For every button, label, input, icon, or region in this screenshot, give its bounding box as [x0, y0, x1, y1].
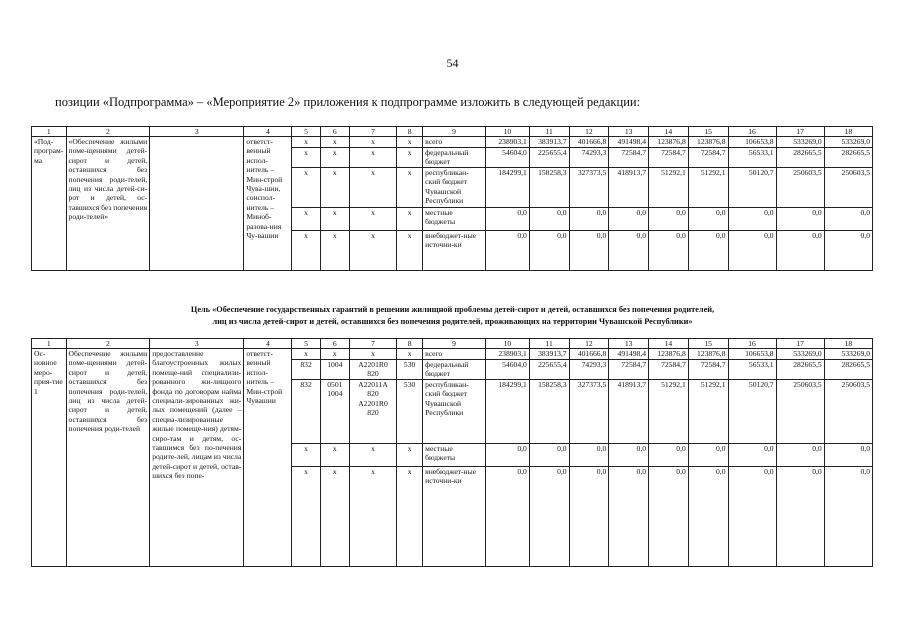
amount-cell: 74293,3: [569, 360, 609, 380]
intro-text: позиции «Подпрограмма» – «Мероприятие 2» приложения к подпрограмме изложить в следующей редакции:: [55, 95, 641, 109]
column-number-15: 15: [688, 339, 728, 349]
amount-cell: 491498,4: [609, 349, 649, 360]
program-table: [31, 126, 873, 292]
amount-cell: 158258,3: [529, 380, 569, 444]
section-code-cell: x: [320, 208, 349, 231]
column-number-3: 3: [150, 339, 244, 349]
amount-cell: 238903,1: [485, 137, 529, 148]
column-number-4: 4: [244, 339, 292, 349]
amount-cell: 51292,1: [688, 380, 728, 444]
column-number-12: 12: [569, 339, 609, 349]
funding-source-cell: внебюджет-ные источни-ки: [423, 467, 486, 567]
amount-cell: 0,0: [569, 231, 609, 271]
responsible-cell: ответст-венный испол-нитель – Мин-строй Чувашии: [244, 349, 292, 567]
amount-cell: 0,0: [776, 444, 824, 467]
column-number-7: 7: [349, 127, 396, 137]
status-cell: Ос-новное меро-прия-тие 1: [32, 349, 67, 567]
amount-cell: 0,0: [649, 231, 689, 271]
section-code-cell: 0501 1004: [320, 380, 349, 444]
goal-heading: [30, 304, 875, 328]
target-item-cell: x: [349, 148, 396, 168]
table-row: [32, 349, 873, 360]
expense-type-cell: x: [397, 148, 423, 168]
column-number-9: 9: [423, 127, 486, 137]
funding-source-cell: местные бюджеты: [423, 444, 486, 467]
amount-cell: 250603,5: [824, 380, 872, 444]
column-number-8: 8: [397, 127, 423, 137]
status-cell: «Под-програм-ма: [32, 137, 67, 271]
measure-table: [31, 338, 873, 580]
amount-cell: 0,0: [529, 444, 569, 467]
expense-type-cell: x: [397, 231, 423, 271]
expense-type-cell: x: [397, 168, 423, 208]
amount-cell: 50120,7: [728, 380, 776, 444]
amount-cell: 250603,5: [776, 380, 824, 444]
amount-cell: 533269,0: [776, 137, 824, 148]
name-cell: «Обеспечение жилыми поме-щениями детей-сирот и детей, оставшихся без попечения роди-телей, лиц из числа детей-си-рот и детей, ос-тавшихся без попечения роди-телей»: [66, 137, 150, 271]
column-number-17: 17: [776, 339, 824, 349]
amount-cell: 327373,5: [569, 168, 609, 208]
responsible-cell: ответст-венный испол-нитель – Мин-строй Чува-шии, соиспол-нитель – Миноб-разова-ния Чу-вашии: [244, 137, 292, 271]
amount-cell: 327373,5: [569, 380, 609, 444]
column-number-4: 4: [244, 127, 292, 137]
column-number-16: 16: [728, 127, 776, 137]
amount-cell: 0,0: [529, 467, 569, 567]
amount-cell: 0,0: [776, 467, 824, 567]
amount-cell: 0,0: [688, 444, 728, 467]
amount-cell: 0,0: [824, 208, 872, 231]
column-number-5: 5: [292, 339, 320, 349]
section-code-cell: x: [320, 137, 349, 148]
amount-cell: 54604,0: [485, 148, 529, 168]
grbs-code-cell: 832: [292, 380, 320, 444]
column-number-11: 11: [529, 127, 569, 137]
column-number-2: 2: [66, 127, 150, 137]
goal-line-2: лиц из числа детей-сирот и детей, оставшихся без попечения родителей, проживающих на территории Чувашской Республики»: [212, 317, 693, 326]
amount-cell: 106653,8: [728, 137, 776, 148]
amount-cell: 491498,4: [609, 137, 649, 148]
amount-cell: 401666,8: [569, 349, 609, 360]
column-number-7: 7: [349, 339, 396, 349]
description-cell: предоставление благоустроенных жилых помеще-ний специализи-рованного жи-лищного фонда по договорам найма специали-зированных жи-лых помещений (далее – специа-лизированные жилые помеще-ния) детям-сиро-там и детям, ос-тавшимся без по-печения родите-лей, лицам из числа детей-сирот и детей, остав-шихся без попе-: [150, 349, 244, 567]
amount-cell: 123876,8: [688, 137, 728, 148]
amount-cell: 51292,1: [649, 380, 689, 444]
column-number-6: 6: [320, 127, 349, 137]
section-code-cell: x: [320, 444, 349, 467]
section-code-cell: x: [320, 467, 349, 567]
funding-source-cell: федеральный бюджет: [423, 148, 486, 168]
amount-cell: 383913,7: [529, 137, 569, 148]
column-number-17: 17: [776, 127, 824, 137]
amount-cell: 123876,8: [688, 349, 728, 360]
funding-source-cell: республикан-ский бюджет Чувашской Республики: [423, 168, 486, 208]
funding-source-cell: местные бюджеты: [423, 208, 486, 231]
target-item-cell: x: [349, 231, 396, 271]
amount-cell: 282665,5: [824, 148, 872, 168]
section-code-cell: x: [320, 349, 349, 360]
amount-cell: 250603,5: [824, 168, 872, 208]
amount-cell: 0,0: [649, 467, 689, 567]
amount-cell: 0,0: [728, 231, 776, 271]
amount-cell: 0,0: [776, 231, 824, 271]
amount-cell: 56533,1: [728, 148, 776, 168]
funding-source-cell: внебюджет-ные источни-ки: [423, 231, 486, 271]
expense-type-cell: 530: [397, 380, 423, 444]
amount-cell: 123876,8: [649, 137, 689, 148]
amount-cell: 401666,8: [569, 137, 609, 148]
amount-cell: 51292,1: [688, 168, 728, 208]
column-number-6: 6: [320, 339, 349, 349]
grbs-code-cell: x: [292, 168, 320, 208]
amount-cell: 0,0: [529, 208, 569, 231]
amount-cell: 50120,7: [728, 168, 776, 208]
target-item-cell: x: [349, 444, 396, 467]
expense-type-cell: x: [397, 137, 423, 148]
amount-cell: 54604,0: [485, 360, 529, 380]
amount-cell: 0,0: [485, 208, 529, 231]
grbs-code-cell: x: [292, 208, 320, 231]
funding-source-cell: всего: [423, 137, 486, 148]
funding-source-cell: республикан-ский бюджет Чувашской Республики: [423, 380, 486, 444]
funding-source-cell: всего: [423, 349, 486, 360]
amount-cell: 418913,7: [609, 380, 649, 444]
amount-cell: 238903,1: [485, 349, 529, 360]
amount-cell: 0,0: [776, 208, 824, 231]
expense-type-cell: x: [397, 208, 423, 231]
grbs-code-cell: x: [292, 231, 320, 271]
grbs-code-cell: 832: [292, 360, 320, 380]
column-number-10: 10: [485, 339, 529, 349]
amount-cell: 56533,1: [728, 360, 776, 380]
column-number-18: 18: [824, 127, 872, 137]
grbs-code-cell: x: [292, 148, 320, 168]
column-number-13: 13: [609, 339, 649, 349]
amount-cell: 533269,0: [824, 349, 872, 360]
expense-type-cell: x: [397, 444, 423, 467]
amount-cell: 72584,7: [649, 360, 689, 380]
amount-cell: 0,0: [824, 467, 872, 567]
target-item-cell: A2201R0 820: [349, 360, 396, 380]
amount-cell: 0,0: [569, 444, 609, 467]
amount-cell: 72584,7: [688, 148, 728, 168]
grbs-code-cell: x: [292, 349, 320, 360]
amount-cell: 250603,5: [776, 168, 824, 208]
amount-cell: 225655,4: [529, 360, 569, 380]
amount-cell: 0,0: [824, 444, 872, 467]
amount-cell: 106653,8: [728, 349, 776, 360]
amount-cell: 0,0: [609, 467, 649, 567]
name-cell: Обеспечение жилыми поме-щениями детей-сирот и детей, оставшихся без попечения роди-телей, лиц из числа детей-сирот и детей, оставшихся без попечения роди-телей: [66, 349, 150, 567]
amount-cell: 0,0: [609, 231, 649, 271]
amount-cell: 533269,0: [824, 137, 872, 148]
amount-cell: 0,0: [569, 467, 609, 567]
measure-table-grid: [31, 338, 873, 567]
funding-source-cell: федеральный бюджет: [423, 360, 486, 380]
column-number-14: 14: [649, 127, 689, 137]
amount-cell: 225655,4: [529, 148, 569, 168]
amount-cell: 51292,1: [649, 168, 689, 208]
column-number-3: 3: [150, 127, 244, 137]
amount-cell: 0,0: [609, 208, 649, 231]
expense-type-cell: x: [397, 467, 423, 567]
amount-cell: 0,0: [569, 208, 609, 231]
column-number-13: 13: [609, 127, 649, 137]
amount-cell: 0,0: [688, 467, 728, 567]
grbs-code-cell: x: [292, 137, 320, 148]
amount-cell: 282665,5: [824, 360, 872, 380]
amount-cell: 0,0: [728, 444, 776, 467]
amount-cell: 0,0: [485, 467, 529, 567]
amount-cell: 72584,7: [688, 360, 728, 380]
amount-cell: 0,0: [688, 231, 728, 271]
amount-cell: 0,0: [728, 208, 776, 231]
column-number-8: 8: [397, 339, 423, 349]
column-number-10: 10: [485, 127, 529, 137]
column-number-18: 18: [824, 339, 872, 349]
amount-cell: 0,0: [609, 444, 649, 467]
amount-cell: 158258,3: [529, 168, 569, 208]
column-number-16: 16: [728, 339, 776, 349]
amount-cell: 282665,5: [776, 360, 824, 380]
amount-cell: 184299,1: [485, 168, 529, 208]
amount-cell: 0,0: [728, 467, 776, 567]
page-number: 54: [446, 56, 459, 70]
target-item-cell: x: [349, 467, 396, 567]
grbs-code-cell: x: [292, 444, 320, 467]
amount-cell: 72584,7: [609, 148, 649, 168]
section-code-cell: x: [320, 231, 349, 271]
amount-cell: 0,0: [485, 444, 529, 467]
target-item-cell: x: [349, 208, 396, 231]
target-item-cell: x: [349, 168, 396, 208]
grbs-code-cell: x: [292, 467, 320, 567]
expense-type-cell: x: [397, 349, 423, 360]
amount-cell: 0,0: [649, 444, 689, 467]
column-number-2: 2: [66, 339, 150, 349]
target-item-cell: A22011A 820 A2201R0 820: [349, 380, 396, 444]
amount-cell: 282665,5: [776, 148, 824, 168]
amount-cell: 0,0: [529, 231, 569, 271]
expense-type-cell: 530: [397, 360, 423, 380]
target-item-cell: x: [349, 137, 396, 148]
amount-cell: 72584,7: [649, 148, 689, 168]
amount-cell: 533269,0: [776, 349, 824, 360]
amount-cell: 0,0: [485, 231, 529, 271]
amount-cell: 0,0: [649, 208, 689, 231]
amount-cell: 418913,7: [609, 168, 649, 208]
amount-cell: 74293,3: [569, 148, 609, 168]
goal-line-1: Цель «Обеспечение государственных гарантий в решении жилищной проблемы детей-сирот и детей, оставшихся без попечения родителей,: [190, 305, 715, 314]
column-number-12: 12: [569, 127, 609, 137]
amount-cell: 0,0: [824, 231, 872, 271]
header-row: [32, 339, 873, 349]
section-code-cell: x: [320, 148, 349, 168]
amount-cell: 72584,7: [609, 360, 649, 380]
column-number-1: 1: [32, 339, 67, 349]
header-row: [32, 127, 873, 137]
program-table-grid: [31, 126, 873, 271]
column-number-1: 1: [32, 127, 67, 137]
section-code-cell: x: [320, 168, 349, 208]
amount-cell: 123876,8: [649, 349, 689, 360]
column-number-9: 9: [423, 339, 486, 349]
section-code-cell: 1004: [320, 360, 349, 380]
column-number-5: 5: [292, 127, 320, 137]
amount-cell: 383913,7: [529, 349, 569, 360]
table-row: [32, 137, 873, 148]
column-number-14: 14: [649, 339, 689, 349]
amount-cell: 184299,1: [485, 380, 529, 444]
description-cell: [150, 137, 244, 271]
amount-cell: 0,0: [688, 208, 728, 231]
column-number-15: 15: [688, 127, 728, 137]
target-item-cell: x: [349, 349, 396, 360]
column-number-11: 11: [529, 339, 569, 349]
